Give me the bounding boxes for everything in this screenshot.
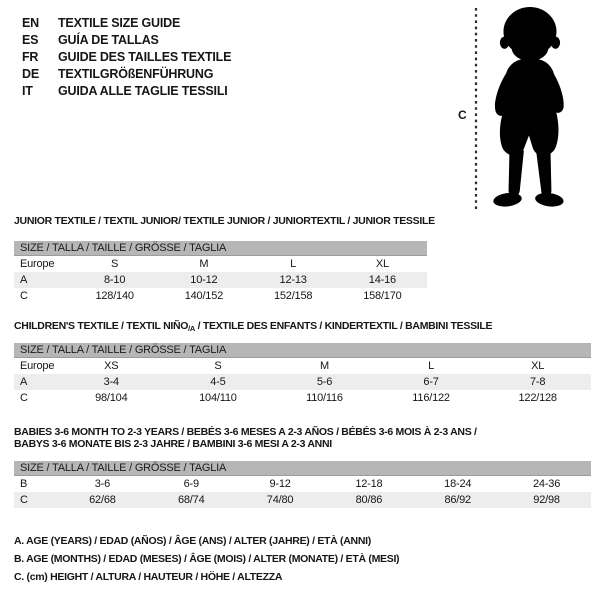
table-cell: M	[199, 258, 209, 270]
children-size-table	[14, 343, 591, 406]
junior-table-title: JUNIOR TEXTILE / TEXTIL JUNIOR/ TEXTILE JUNIOR / JUNIORTEXTIL / JUNIOR TESSILE	[14, 215, 435, 227]
table-row-europe	[14, 256, 427, 272]
table-row-age-months	[14, 476, 591, 492]
language-title: TEXTILGRÖßENFÜHRUNG	[58, 66, 214, 81]
table-row-age	[14, 272, 427, 288]
table-cell: 5-6	[316, 376, 333, 388]
table-cell: M	[320, 360, 329, 372]
language-row-en	[22, 14, 231, 31]
table-cell: S	[214, 360, 222, 372]
language-code: ES	[22, 32, 39, 47]
language-row-es	[22, 31, 231, 48]
table-cell: 98/104	[95, 392, 128, 404]
table-cell: 7-8	[530, 376, 546, 388]
table-cell: 8-10	[104, 274, 126, 286]
table-cell: 10-12	[190, 274, 218, 286]
legend-notes	[14, 532, 399, 586]
language-title: GUIDA ALLE TAGLIE TESSILI	[58, 83, 228, 98]
table-cell: L	[290, 258, 297, 270]
table-cell: 12-18	[355, 478, 383, 490]
junior-size-table	[14, 241, 427, 304]
language-list	[22, 14, 231, 99]
note-age-years: A. AGE (YEARS) / EDAD (AÑOS) / ÂGE (ANS) / ALTER (JAHRE) / ETÀ (ANNI)	[14, 535, 371, 547]
language-row-de	[22, 65, 231, 82]
table-cell: 3-4	[103, 376, 119, 388]
row-label: C	[20, 392, 28, 404]
children-title-suffix: / TEXTILE DES ENFANTS / KINDERTEXTIL / BAMBINI TESSILE	[195, 320, 493, 332]
table-cell: 24-36	[532, 478, 561, 490]
language-title: TEXTILE SIZE GUIDE	[58, 15, 181, 30]
row-label: B	[20, 478, 28, 490]
table-cell: 122/128	[518, 392, 557, 404]
table-cell: XS	[104, 360, 119, 372]
height-dashed-line	[474, 8, 478, 210]
size-header-bar: SIZE / TALLA / TAILLE / GRÖSSE / TAGLIA	[14, 461, 591, 476]
table-cell: L	[428, 360, 435, 372]
size-header-bar: SIZE / TALLA / TAILLE / GRÖSSE / TAGLIA	[14, 241, 427, 256]
language-row-fr	[22, 48, 231, 65]
table-row-age	[14, 374, 591, 390]
table-cell: 92/98	[533, 494, 560, 506]
language-title: GUIDE DES TAILLES TEXTILE	[58, 49, 232, 64]
row-label: C	[20, 290, 28, 302]
table-cell: 18-24	[444, 478, 472, 490]
table-cell: 3-6	[94, 478, 111, 490]
table-cell: 74/80	[266, 494, 294, 506]
table-row-europe	[14, 358, 591, 374]
row-label: A	[20, 274, 28, 286]
table-cell: 110/116	[306, 392, 343, 404]
table-cell: 80/86	[355, 494, 383, 506]
children-title-prefix: CHILDREN'S TEXTILE / TEXTIL NIÑO	[14, 320, 189, 332]
table-cell: 86/92	[444, 494, 471, 506]
language-code: FR	[22, 49, 39, 64]
row-label: Europe	[20, 360, 55, 372]
table-cell: 116/122	[412, 392, 450, 404]
language-code: IT	[22, 83, 33, 98]
table-cell: 68/74	[177, 494, 205, 506]
table-cell: 152/158	[273, 290, 313, 302]
table-cell: 158/170	[363, 290, 402, 302]
babies-table-title	[14, 426, 477, 450]
children-table-title	[14, 320, 492, 335]
table-cell: 62/68	[89, 494, 116, 506]
babies-title-line2: BABYS 3-6 MONATE BIS 2-3 JAHRE / BAMBINI 3-6 MESI A 2-3 ANNI	[14, 438, 332, 450]
table-row-height	[14, 492, 591, 508]
baby-silhouette-icon	[483, 6, 579, 212]
row-label: C	[20, 494, 28, 506]
row-label: Europe	[20, 258, 55, 270]
children-title-sub: /A	[188, 324, 196, 333]
table-cell: 104/110	[199, 392, 237, 404]
language-code: DE	[22, 66, 39, 81]
table-cell: 14-16	[368, 274, 396, 286]
language-title: GUÍA DE TALLAS	[58, 32, 159, 47]
table-cell: S	[111, 258, 119, 270]
table-cell: 9-12	[269, 478, 291, 490]
height-measure-label: C	[458, 108, 467, 122]
table-cell: XL	[375, 258, 389, 270]
babies-title-line1: BABIES 3-6 MONTH TO 2-3 YEARS / BEBÉS 3-6 MESES A 2-3 AÑOS / BÉBÉS 3-6 MOIS À 2-3 ANS /	[14, 426, 477, 438]
language-row-it	[22, 82, 231, 99]
table-cell: 12-13	[279, 274, 307, 286]
babies-size-table	[14, 461, 591, 508]
table-cell: 6-9	[183, 478, 199, 490]
table-row-height	[14, 390, 591, 406]
table-cell: 140/152	[184, 290, 224, 302]
row-label: A	[20, 376, 28, 388]
height-figure	[450, 4, 590, 214]
note-height-cm: C. (cm) HEIGHT / ALTURA / HAUTEUR / HÖHE / ALTEZZA	[14, 571, 283, 583]
table-cell: 4-5	[210, 376, 226, 388]
language-code: EN	[22, 15, 39, 30]
table-cell: 6-7	[423, 376, 439, 388]
note-age-months: B. AGE (MONTHS) / EDAD (MESES) / ÂGE (MOIS) / ALTER (MONATE) / ETÀ (MESI)	[14, 553, 400, 565]
table-cell: 128/140	[95, 290, 134, 302]
table-row-height	[14, 288, 427, 304]
size-header-bar: SIZE / TALLA / TAILLE / GRÖSSE / TAGLIA	[14, 343, 591, 358]
table-cell: XL	[531, 360, 545, 372]
